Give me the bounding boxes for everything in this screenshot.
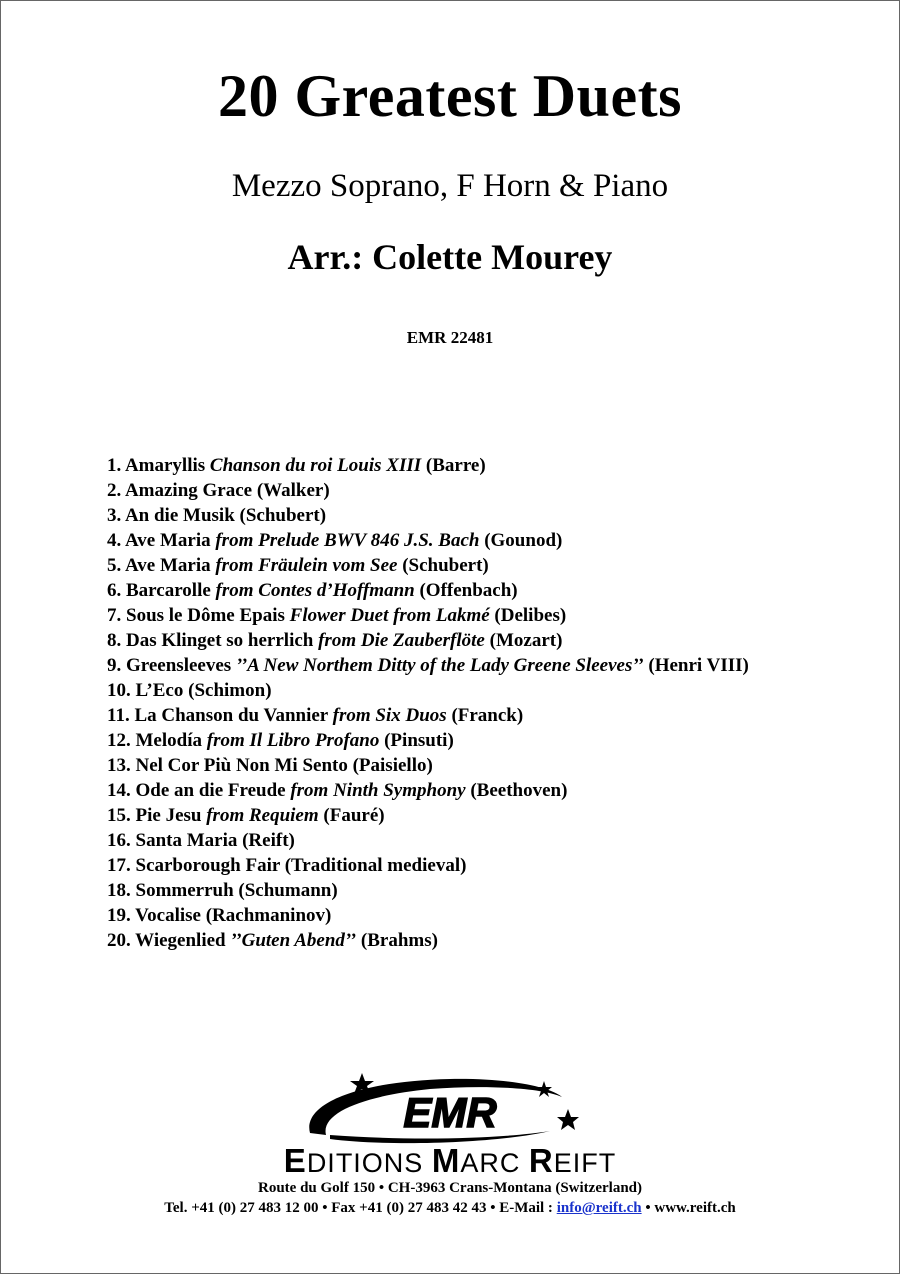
item-composer: (Mozart) bbox=[489, 630, 563, 651]
item-number: 10. bbox=[107, 680, 131, 701]
item-title: Nel Cor Più Non Mi Sento bbox=[135, 755, 348, 776]
publisher-initial: M bbox=[431, 1142, 461, 1179]
publisher-word: EIFT bbox=[553, 1148, 617, 1178]
logo-text: EMR bbox=[403, 1089, 497, 1136]
item-composer: (Pinsuti) bbox=[384, 730, 454, 751]
item-composer: (Fauré) bbox=[323, 805, 385, 826]
item-title: Melodía bbox=[135, 730, 202, 751]
item-title: Vocalise bbox=[135, 905, 201, 926]
item-number: 11. bbox=[107, 705, 130, 726]
contents-item bbox=[107, 853, 867, 878]
publisher-word: ARC bbox=[460, 1148, 529, 1178]
publisher-initial: E bbox=[283, 1142, 307, 1179]
contents-item bbox=[107, 903, 867, 928]
publisher-word: DITIONS bbox=[306, 1148, 432, 1178]
item-source: from Contes d’Hoffmann bbox=[215, 580, 415, 601]
item-composer: (Henri VIII) bbox=[648, 655, 749, 676]
item-title: Wiegenlied bbox=[135, 930, 226, 951]
item-number: 16. bbox=[107, 830, 131, 851]
email-link[interactable]: info@reift.ch bbox=[556, 1200, 642, 1216]
item-source: from Prelude BWV 846 J.S. Bach bbox=[215, 530, 480, 551]
item-title: Santa Maria bbox=[135, 830, 238, 851]
contents-item bbox=[107, 628, 867, 653]
item-title: Ave Maria bbox=[124, 530, 211, 551]
publisher-name bbox=[0, 1142, 900, 1180]
item-title: L’Eco bbox=[135, 680, 184, 701]
contents-item bbox=[107, 653, 867, 678]
catalog-number: EMR 22481 bbox=[406, 328, 494, 347]
contents-item bbox=[107, 878, 867, 903]
item-title: Das Klinget so herrlich bbox=[126, 630, 314, 651]
item-composer: (Beethoven) bbox=[470, 780, 568, 801]
item-title: Ode an die Freude bbox=[135, 780, 286, 801]
item-composer: (Rachmaninov) bbox=[205, 905, 332, 926]
item-title: Amaryllis bbox=[124, 455, 206, 476]
item-number: 1. bbox=[107, 455, 122, 476]
item-title: Sous le Dôme Epais bbox=[126, 605, 285, 626]
item-number: 8. bbox=[107, 630, 122, 651]
item-title: Ave Maria bbox=[124, 555, 211, 576]
item-source: ’’A New Northem Ditty of the Lady Greene Sleeves’’ bbox=[235, 655, 644, 676]
item-source: from Il Libro Profano bbox=[206, 730, 380, 751]
star-icon bbox=[557, 1109, 579, 1130]
item-number: 2. bbox=[107, 480, 122, 501]
instrumentation: Mezzo Soprano, F Horn & Piano bbox=[231, 168, 669, 204]
item-composer: (Schumann) bbox=[238, 880, 338, 901]
contents-item bbox=[107, 453, 867, 478]
contact-phone-fax: Tel. +41 (0) 27 483 12 00 • Fax +41 (0) 27 483 42 43 • E-Mail : bbox=[164, 1200, 557, 1216]
item-source: Flower Duet from Lakmé bbox=[289, 605, 490, 626]
publisher-contact bbox=[0, 1200, 900, 1217]
publisher-initial: R bbox=[528, 1142, 554, 1179]
item-title: Scarborough Fair bbox=[135, 855, 280, 876]
item-composer: (Schubert) bbox=[402, 555, 489, 576]
publisher-address: Route du Golf 150 • CH-3963 Crans-Montana (Switzerland) bbox=[258, 1180, 642, 1196]
item-source: from Die Zauberflöte bbox=[318, 630, 485, 651]
contents-item bbox=[107, 528, 867, 553]
contents-item bbox=[107, 753, 867, 778]
item-title: Sommerruh bbox=[135, 880, 234, 901]
item-number: 7. bbox=[107, 605, 122, 626]
item-composer: (Delibes) bbox=[494, 605, 567, 626]
emr-logo bbox=[300, 1073, 590, 1145]
item-composer: (Schubert) bbox=[239, 505, 327, 526]
item-title: Pie Jesu bbox=[135, 805, 202, 826]
item-composer: (Brahms) bbox=[360, 930, 438, 951]
item-source: from Fräulein vom See bbox=[215, 555, 398, 576]
arranger: Arr.: Colette Mourey bbox=[287, 237, 613, 277]
item-composer: (Walker) bbox=[256, 480, 330, 501]
contents-item bbox=[107, 703, 867, 728]
contents-item bbox=[107, 578, 867, 603]
item-title: Amazing Grace bbox=[124, 480, 253, 501]
item-composer: (Reift) bbox=[242, 830, 295, 851]
item-number: 20. bbox=[107, 930, 131, 951]
contents-item bbox=[107, 678, 867, 703]
item-composer: (Paisiello) bbox=[352, 755, 433, 776]
item-number: 6. bbox=[107, 580, 122, 601]
item-title: La Chanson du Vannier bbox=[134, 705, 328, 726]
contents-item bbox=[107, 803, 867, 828]
item-source: from Six Duos bbox=[332, 705, 447, 726]
item-number: 18. bbox=[107, 880, 131, 901]
item-title: Barcarolle bbox=[126, 580, 211, 601]
contents-item bbox=[107, 553, 867, 578]
item-number: 17. bbox=[107, 855, 131, 876]
contents-item bbox=[107, 828, 867, 853]
item-number: 4. bbox=[107, 530, 122, 551]
item-composer: (Barre) bbox=[425, 455, 486, 476]
contents-item bbox=[107, 728, 867, 753]
item-composer: (Traditional medieval) bbox=[284, 855, 467, 876]
item-number: 19. bbox=[107, 905, 131, 926]
contents-item bbox=[107, 478, 867, 503]
item-number: 9. bbox=[107, 655, 122, 676]
item-source: Chanson du roi Louis XIII bbox=[209, 455, 422, 476]
item-number: 13. bbox=[107, 755, 131, 776]
contents-item bbox=[107, 928, 867, 953]
item-title: An die Musik bbox=[124, 505, 235, 526]
contents-item bbox=[107, 603, 867, 628]
contents-item bbox=[107, 503, 867, 528]
item-composer: (Gounod) bbox=[484, 530, 563, 551]
item-source: from Ninth Symphony bbox=[290, 780, 466, 801]
item-number: 14. bbox=[107, 780, 131, 801]
item-composer: (Schimon) bbox=[188, 680, 272, 701]
page-title: 20 Greatest Duets bbox=[218, 63, 682, 129]
item-number: 15. bbox=[107, 805, 131, 826]
item-number: 5. bbox=[107, 555, 122, 576]
item-composer: (Offenbach) bbox=[419, 580, 518, 601]
item-composer: (Franck) bbox=[451, 705, 524, 726]
item-number: 3. bbox=[107, 505, 122, 526]
item-number: 12. bbox=[107, 730, 131, 751]
item-source: ’’Guten Abend’’ bbox=[230, 930, 357, 951]
item-title: Greensleeves bbox=[126, 655, 232, 676]
contact-website: • www.reift.ch bbox=[641, 1200, 736, 1216]
contents-list bbox=[107, 453, 867, 953]
item-source: from Requiem bbox=[206, 805, 319, 826]
contents-item bbox=[107, 778, 867, 803]
